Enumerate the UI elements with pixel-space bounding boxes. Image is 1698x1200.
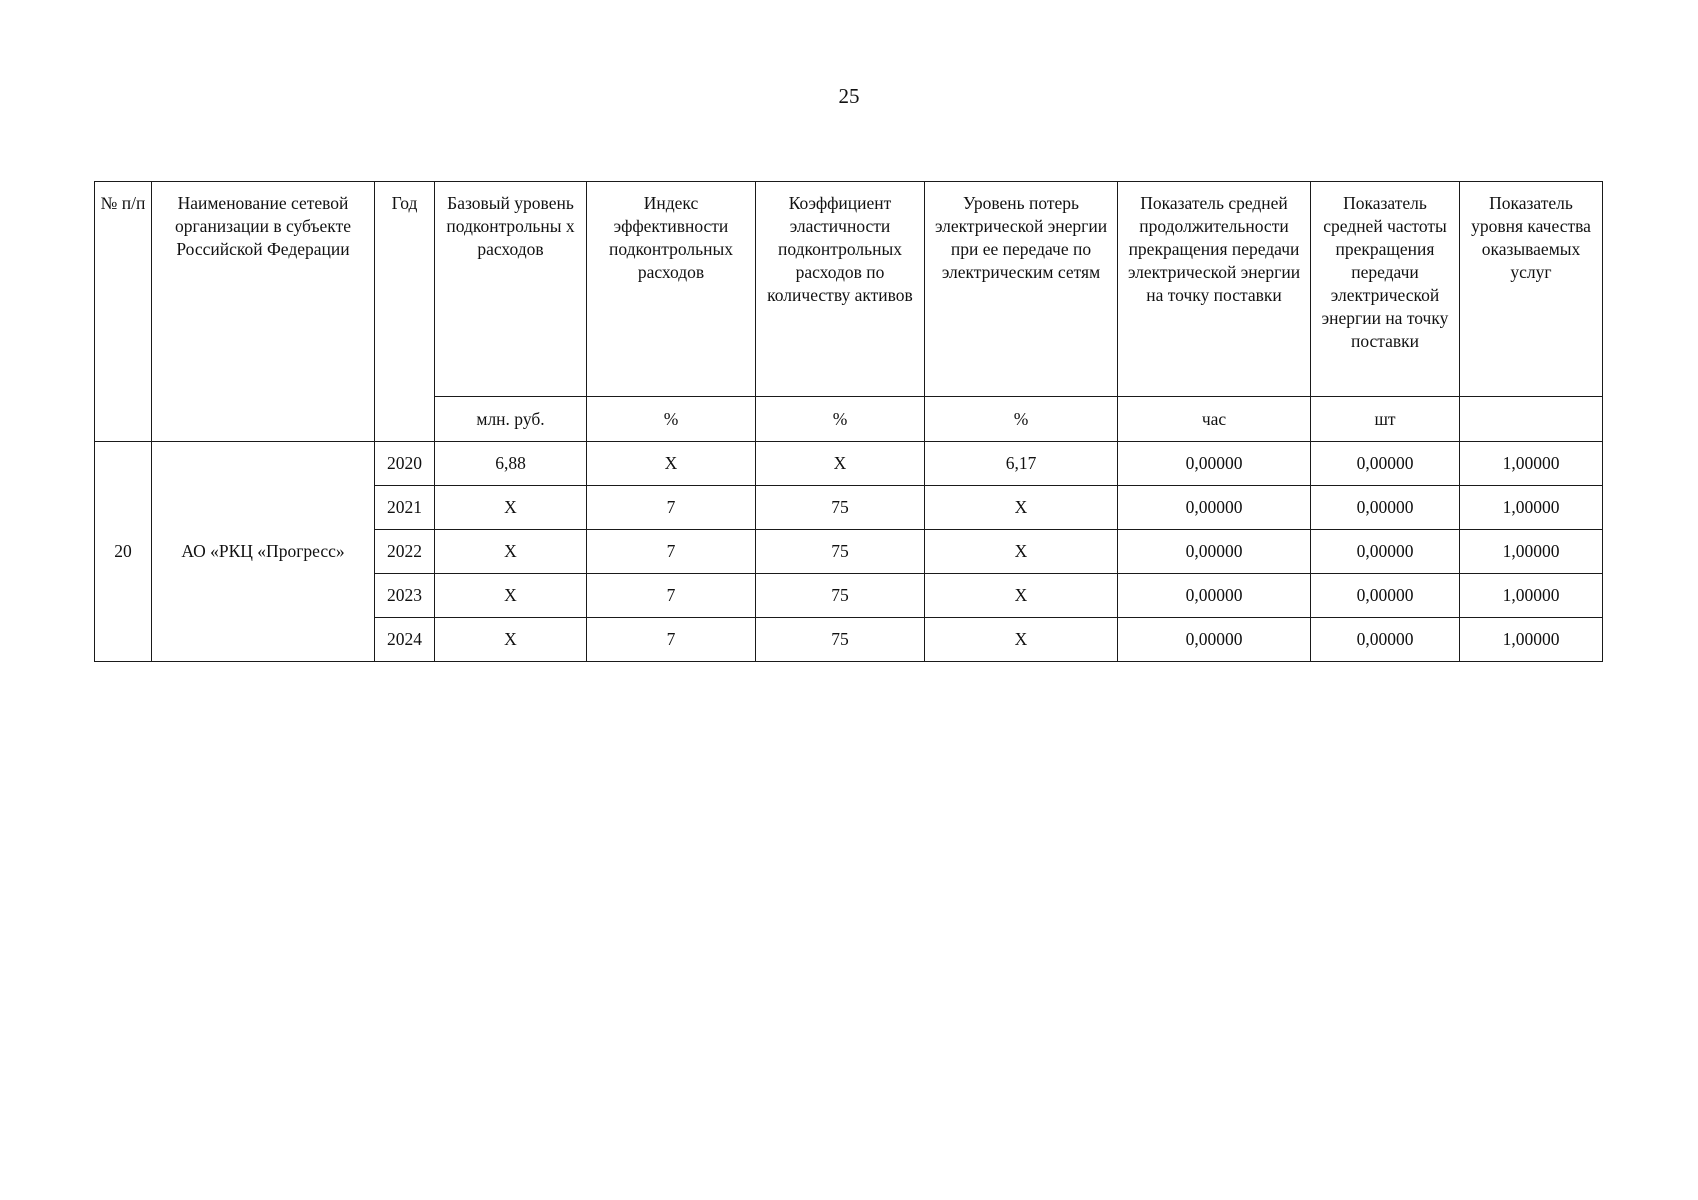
page-number: 25 [838, 84, 860, 108]
value-cell: 7 [587, 486, 756, 530]
value-cell: 1,00000 [1460, 618, 1603, 662]
value-cell: 75 [756, 486, 925, 530]
value-cell: 0,00000 [1311, 574, 1460, 618]
header-year: Год [375, 182, 435, 442]
value-cell: 0,00000 [1311, 442, 1460, 486]
tariff-indicators-table [94, 181, 1603, 662]
value-cell: X [756, 442, 925, 486]
value-cell: X [587, 442, 756, 486]
value-cell: X [435, 530, 587, 574]
value-cell: 0,00000 [1118, 618, 1311, 662]
value-cell: 6,88 [435, 442, 587, 486]
value-cell: 7 [587, 618, 756, 662]
value-cell: X [925, 530, 1118, 574]
header-base-expenses: Базовый уровень подконтрольны х расходов [435, 182, 587, 397]
value-cell: X [435, 486, 587, 530]
org-name: АО «РКЦ «Прогресс» [152, 442, 375, 662]
table-header-row [95, 182, 1603, 397]
value-cell: X [925, 486, 1118, 530]
value-cell: X [925, 574, 1118, 618]
value-cell: 6,17 [925, 442, 1118, 486]
value-cell: X [435, 618, 587, 662]
header-org-name: Наименование сетевой организации в субъекте Российской Федерации [152, 182, 375, 442]
value-cell: 0,00000 [1311, 530, 1460, 574]
header-efficiency-index: Индекс эффективности подконтрольных расходов [587, 182, 756, 397]
value-cell: X [925, 618, 1118, 662]
year-cell: 2024 [375, 618, 435, 662]
unit-cell [1460, 397, 1603, 442]
header-loss-level: Уровень потерь электрической энергии при ее передаче по электрическим сетям [925, 182, 1118, 397]
year-cell: 2020 [375, 442, 435, 486]
value-cell: 0,00000 [1118, 574, 1311, 618]
header-elasticity-coefficient: Коэффициент эластичности подконтрольных расходов по количеству активов [756, 182, 925, 397]
year-cell: 2023 [375, 574, 435, 618]
header-interruption-frequency: Показатель средней частоты прекращения передачи электрической энергии на точку поставки [1311, 182, 1460, 397]
unit-cell: млн. руб. [435, 397, 587, 442]
unit-cell: % [925, 397, 1118, 442]
year-cell: 2022 [375, 530, 435, 574]
value-cell: 0,00000 [1311, 618, 1460, 662]
header-interruption-duration: Показатель средней продолжительности прекращения передачи электрической энергии на точку поставки [1118, 182, 1311, 397]
value-cell: 75 [756, 530, 925, 574]
table-row [95, 442, 1603, 486]
value-cell: 0,00000 [1311, 486, 1460, 530]
unit-cell: % [756, 397, 925, 442]
value-cell: 1,00000 [1460, 486, 1603, 530]
header-number: № п/п [95, 182, 152, 442]
value-cell: 1,00000 [1460, 530, 1603, 574]
unit-cell: час [1118, 397, 1311, 442]
value-cell: 1,00000 [1460, 574, 1603, 618]
org-number: 20 [95, 442, 152, 662]
value-cell: 0,00000 [1118, 486, 1311, 530]
value-cell: 1,00000 [1460, 442, 1603, 486]
value-cell: 7 [587, 530, 756, 574]
value-cell: 7 [587, 574, 756, 618]
unit-cell: шт [1311, 397, 1460, 442]
value-cell: X [435, 574, 587, 618]
value-cell: 0,00000 [1118, 530, 1311, 574]
year-cell: 2021 [375, 486, 435, 530]
header-service-quality: Показатель уровня качества оказываемых услуг [1460, 182, 1603, 397]
value-cell: 75 [756, 618, 925, 662]
value-cell: 75 [756, 574, 925, 618]
value-cell: 0,00000 [1118, 442, 1311, 486]
unit-cell: % [587, 397, 756, 442]
